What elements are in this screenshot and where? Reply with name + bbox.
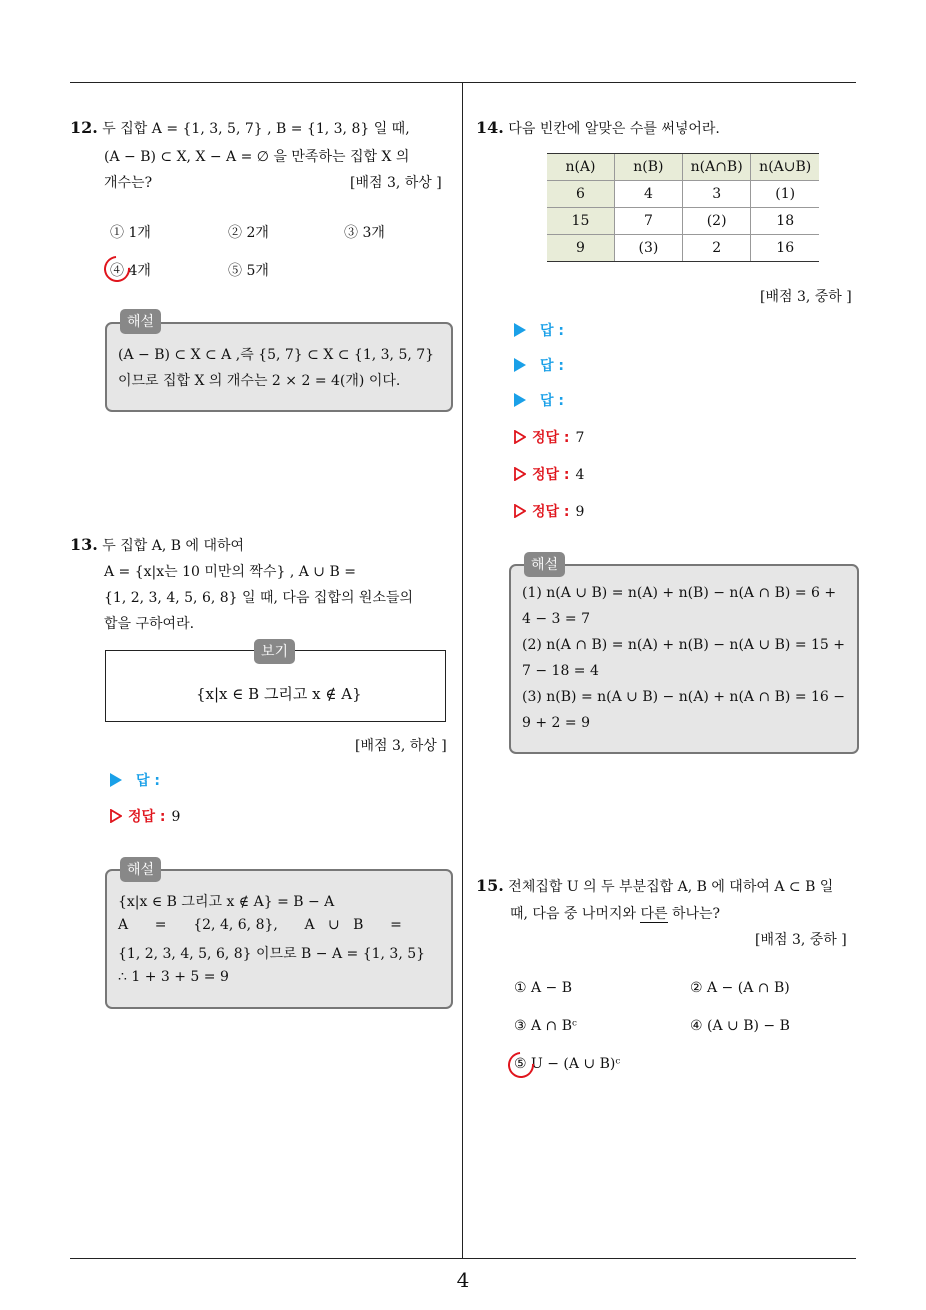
q15-number: 15. <box>476 876 504 895</box>
q15-choice-2[interactable]: ② A − (A ∩ B) <box>690 980 790 996</box>
q14-line-1: 14. 다음 빈칸에 알맞은 수를 써넣어라. <box>476 118 720 137</box>
q14-correct-answer-3: 정답 : 9 <box>514 501 584 521</box>
answer-mark-icon <box>99 251 136 288</box>
q12-choice-2[interactable]: ② 2개 <box>228 225 269 241</box>
q13-score: [배점 3, 하상 ] <box>355 738 447 754</box>
q12-choice-5[interactable]: ⑤ 5개 <box>228 263 269 279</box>
table-header: n(A∩B) <box>682 154 751 181</box>
table-cell: 16 <box>751 235 819 262</box>
q12-line-2: (A − B) ⊂ X, X − A = ∅ 을 만족하는 집합 X 의 <box>104 149 410 165</box>
q13-solution-line-2: A = {2, 4, 6, 8}, A ∪ B = <box>118 917 402 933</box>
answer-mark-icon <box>503 1047 540 1084</box>
triangle-outline-icon <box>514 467 526 481</box>
q13-example-text: {x|x ∈ B 그리고 x ∉ A} <box>196 685 362 703</box>
q14-solution-line-1: (1) n(A ∪ B) = n(A) + n(B) − n(A ∩ B) = 6 + <box>522 585 837 601</box>
triangle-outline-icon <box>514 430 526 444</box>
q14-solution-line-3: (2) n(A ∩ B) = n(A) + n(B) − n(A ∪ B) = 15 + <box>522 637 846 653</box>
q13-example-tag: 보기 <box>254 639 295 664</box>
table-cell: 6 <box>547 181 614 208</box>
q14-solution-line-6: 9 + 2 = 9 <box>522 715 590 731</box>
q15-line-2: 때, 다음 중 나머지와 다른 하나는? <box>510 906 721 922</box>
table-cell: 15 <box>547 208 614 235</box>
q13-solution-line-3: {1, 2, 3, 4, 5, 6, 8} 이므로 B − A = {1, 3, 5} <box>118 946 426 962</box>
q13-solution-line-1: {x|x ∈ B 그리고 x ∉ A} = B − A <box>118 894 335 910</box>
q12-line-1: 12. 두 집합 A = {1, 3, 5, 7} , B = {1, 3, 8} 일 때, <box>70 118 410 137</box>
table-row <box>547 235 819 262</box>
q13-answer-input[interactable]: 답 : <box>110 770 160 790</box>
table-cell: (2) <box>682 208 751 235</box>
q14-solution-line-2: 4 − 3 = 7 <box>522 611 590 627</box>
q13-line-3: {1, 2, 3, 4, 5, 6, 8} 일 때, 다음 집합의 원소들의 <box>104 590 414 606</box>
q14-correct-answer-2: 정답 : 4 <box>514 464 584 484</box>
q12-solution-tag: 해설 <box>120 309 161 334</box>
q15-choice-5[interactable]: ⑤ U − (A ∪ B)ᶜ <box>514 1056 621 1072</box>
underlined-word: 다른 <box>640 906 668 922</box>
q14-score: [배점 3, 중하 ] <box>760 289 852 305</box>
q13-number: 13. <box>70 535 98 554</box>
q13-solution-line-4: ∴ 1 + 3 + 5 = 9 <box>118 969 229 985</box>
q13-correct-answer: 정답 : 9 <box>110 806 180 826</box>
q12-score: [배점 3, 하상 ] <box>350 175 442 191</box>
q12-line-3: 개수는? <box>104 175 153 191</box>
table-cell: 2 <box>682 235 751 262</box>
triangle-outline-icon <box>110 809 122 823</box>
play-icon <box>514 393 526 407</box>
table-cell: (1) <box>751 181 819 208</box>
q15-choice-3[interactable]: ③ A ∩ Bᶜ <box>514 1018 577 1034</box>
q13-line-2: A = {x|x는 10 미만의 짝수} , A ∪ B = <box>104 564 356 580</box>
q13-line-4: 합을 구하여라. <box>104 616 195 632</box>
play-icon <box>110 773 122 787</box>
q14-solution-tag: 해설 <box>524 552 565 577</box>
top-rule <box>70 82 856 83</box>
table-cell: 18 <box>751 208 819 235</box>
q14-table <box>547 153 819 262</box>
table-row <box>547 181 819 208</box>
q14-answer-input-2[interactable]: 답 : <box>514 355 564 375</box>
q12-choice-3[interactable]: ③ 3개 <box>344 225 385 241</box>
q15-choice-1[interactable]: ① A − B <box>514 980 573 996</box>
q15-choice-4[interactable]: ④ (A ∪ B) − B <box>690 1018 790 1034</box>
triangle-outline-icon <box>514 504 526 518</box>
table-row <box>547 208 819 235</box>
q15-line-1: 15. 전체집합 U 의 두 부분집합 A, B 에 대하여 A ⊂ B 일 <box>476 876 834 895</box>
table-header: n(B) <box>614 154 682 181</box>
q13-line-1: 13. 두 집합 A, B 에 대하여 <box>70 535 245 554</box>
play-icon <box>514 358 526 372</box>
page-number: 4 <box>456 1268 470 1292</box>
q13-solution-box <box>105 869 453 1009</box>
q14-solution-line-4: 7 − 18 = 4 <box>522 663 599 679</box>
q12-solution-line-2: 이므로 집합 X 의 개수는 2 × 2 = 4(개) 이다. <box>118 373 401 389</box>
q14-answer-input-1[interactable]: 답 : <box>514 320 564 340</box>
bottom-rule <box>70 1258 856 1259</box>
q12-number: 12. <box>70 118 98 137</box>
q12-solution-box <box>105 322 453 412</box>
play-icon <box>514 323 526 337</box>
table-cell: 9 <box>547 235 614 262</box>
q14-correct-answer-1: 정답 : 7 <box>514 427 584 447</box>
q14-solution-line-5: (3) n(B) = n(A ∪ B) − n(A) + n(A ∩ B) = 16 − <box>522 689 846 705</box>
q12-choice-4[interactable]: ④ 4개 <box>110 263 151 279</box>
q14-number: 14. <box>476 118 504 137</box>
table-cell: 4 <box>614 181 682 208</box>
column-divider <box>462 82 463 1258</box>
q12-choice-1[interactable]: ① 1개 <box>110 225 151 241</box>
q13-solution-tag: 해설 <box>120 857 161 882</box>
table-cell: (3) <box>614 235 682 262</box>
q14-answer-input-3[interactable]: 답 : <box>514 390 564 410</box>
table-header: n(A) <box>547 154 614 181</box>
table-header: n(A∪B) <box>751 154 819 181</box>
table-cell: 3 <box>682 181 751 208</box>
table-cell: 7 <box>614 208 682 235</box>
q12-solution-line-1: (A − B) ⊂ X ⊂ A ,즉 {5, 7} ⊂ X ⊂ {1, 3, 5, 7} <box>118 347 435 363</box>
q15-score: [배점 3, 중하 ] <box>755 932 847 948</box>
